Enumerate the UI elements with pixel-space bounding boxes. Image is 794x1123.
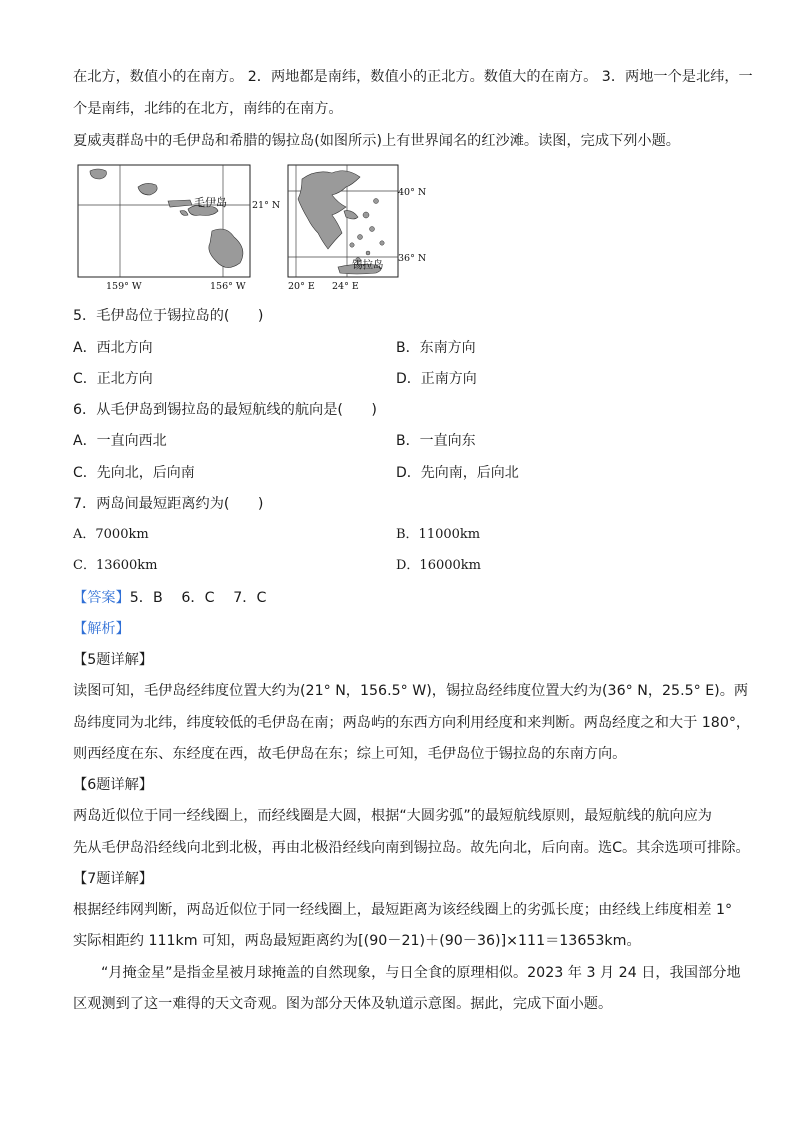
detail6-tag: 【6题详解】 xyxy=(73,777,153,793)
q7-stem: 7．两岛间最短距离约为( ) xyxy=(73,496,264,512)
map-figure xyxy=(76,163,436,297)
detail7-tag: 【7题详解】 xyxy=(73,871,153,887)
q6-option-d[interactable]: D．先向南，后向北 xyxy=(396,465,519,481)
map-greece xyxy=(288,165,426,292)
detail6-line-1: 两岛近似位于同一经线圈上，而经线圈是大圆，根据“大圆劣弧”的最短航线原则，最短航线的航向应为 xyxy=(73,808,712,824)
island-kauai xyxy=(90,169,106,179)
intro-line-3: 夏威夷群岛中的毛伊岛和希腊的锡拉岛(如图所示)上有世界闻名的红沙滩。读图，完成下列小题。 xyxy=(73,133,680,149)
q7-option-d[interactable]: D．16000km xyxy=(396,558,481,573)
next-passage-line-2: 区观测到了这一难得的天文奇观。图为部分天体及轨道示意图。据此，完成下面小题。 xyxy=(73,996,613,1012)
island-hawaii xyxy=(209,229,243,268)
lon-156w-label: 156° W xyxy=(210,281,246,292)
map-hawaii xyxy=(78,165,280,292)
lon-159w-label: 159° W xyxy=(106,281,142,292)
answer-text: 5．B 6．C 7．C xyxy=(129,590,267,606)
island-lanai xyxy=(180,211,188,216)
detail5-line-2: 岛纬度同为北纬，纬度较低的毛伊岛在南；两岛屿的东西方向利用经度和来判断。两岛经度之和大于 180°， xyxy=(73,715,751,731)
thira-label: 锡拉岛 xyxy=(352,259,384,271)
intro-line-1: 在北方，数值小的在南方。 2．两地都是南纬，数值小的正北方。数值大的在南方。 3．两地一个是北纬，一 xyxy=(73,69,753,85)
lon-24e-label: 24° E xyxy=(332,281,359,292)
q6-option-c[interactable]: C．先向北，后向南 xyxy=(73,465,195,481)
q5-option-a[interactable]: A．西北方向 xyxy=(73,340,153,356)
detail7-line-2: 实际相距约 111km 可知，两岛最短距离约为[(90－21)＋(90－36)]×111＝13653km。 xyxy=(73,933,641,949)
q7-option-a[interactable]: A．7000km xyxy=(73,527,149,542)
q5-option-b[interactable]: B．东南方向 xyxy=(396,340,476,356)
analysis-tag: 【解析】 xyxy=(73,621,130,637)
island-molokai xyxy=(168,200,192,207)
lat-40n-label: 40° N xyxy=(398,187,427,198)
detail5-line-1: 读图可知，毛伊岛经纬度位置大约为(21° N，156.5° W)，锡拉岛经纬度位置大约为(36° N，25.5° E)。两 xyxy=(73,683,749,699)
detail5-line-3: 则西经度在东、东经度在西，故毛伊岛在东；综上可知，毛伊岛位于锡拉岛的东南方向。 xyxy=(73,746,627,762)
island-oahu xyxy=(138,183,157,195)
q6-option-a[interactable]: A．一直向西北 xyxy=(73,433,167,449)
lat-21n-label: 21° N xyxy=(252,200,281,211)
detail5-tag: 【5题详解】 xyxy=(73,652,153,668)
q5-option-d[interactable]: D．正南方向 xyxy=(396,371,477,387)
detail7-line-1: 根据经纬网判断，两岛近似位于同一经线圈上，最短距离为该经线圈上的劣弧长度；由经线上纬度相差 1° xyxy=(73,902,733,918)
answer-line xyxy=(73,588,266,608)
lon-20e-label: 20° E xyxy=(288,281,315,292)
next-passage-line-1: “月掩金星”是指金星被月球掩盖的自然现象，与日全食的原理相似。2023 年 3 月 24 日，我国部分地 xyxy=(101,965,741,981)
detail6-line-2: 先从毛伊岛沿经线向北到北极，再由北极沿经线向南到锡拉岛。故先向北，后向南。选C。其余选项可排除。 xyxy=(73,840,750,856)
answer-tag: 【答案】 xyxy=(73,590,130,606)
euboea xyxy=(344,211,358,219)
q5-option-c[interactable]: C．正北方向 xyxy=(73,371,153,387)
lat-36n-label: 36° N xyxy=(398,253,427,264)
q6-stem: 6．从毛伊岛到锡拉岛的最短航线的航向是( ) xyxy=(73,402,377,418)
q6-option-b[interactable]: B．一直向东 xyxy=(396,433,476,449)
greece-mainland xyxy=(298,171,360,249)
q7-option-b[interactable]: B．11000km xyxy=(396,527,481,542)
q7-option-c[interactable]: C．13600km xyxy=(73,558,158,573)
maui-label: 毛伊岛 xyxy=(194,196,227,209)
intro-line-2: 个是南纬，北纬的在北方，南纬的在南方。 xyxy=(73,101,343,117)
q5-stem: 5．毛伊岛位于锡拉岛的( ) xyxy=(73,308,264,324)
